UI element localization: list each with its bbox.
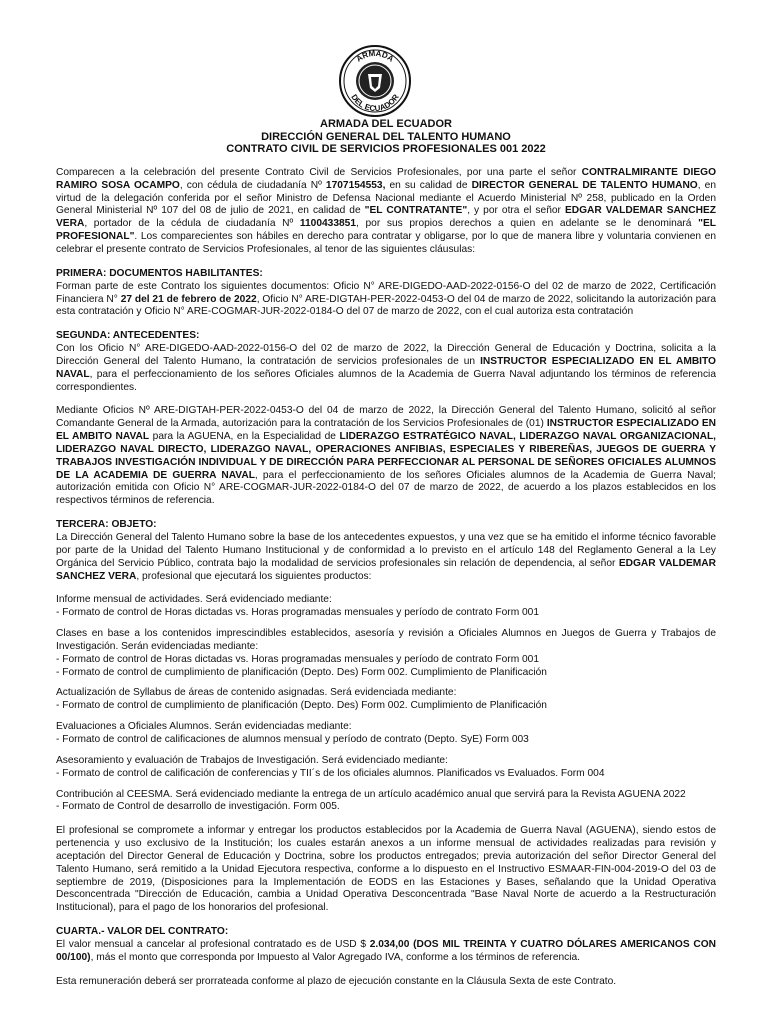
header-line-1: ARMADA DEL ECUADOR (320, 118, 452, 130)
primera-paragraph: Forman parte de este Contrato los siguientes documentos: Oficio N° ARE-DIGEDO-AAD-2022-0156-O del 02 de marzo de 2022, Certificación Financiera N° 27 del 21 de febrero de 2022, Oficio N° ARE-DIGTAH-PER-2022-0453-O del 04 de marzo de 2022, solicitando la autorización para esta contratación y Oficio N° ARE-COGMAR-JUR-2022-0184-O del 07 de marzo de 2022, con el cual autoriza esta contratación (56, 280, 716, 318)
document-header (56, 118, 716, 156)
intro-paragraph: Comparecen a la celebración del presente Contrato Civil de Servicios Profesionales, por una parte el señor CONTRALMIRANTE DIEGO RAMIRO SOSA OCAMPO, con cédula de ciudadanía Nº 1707154553, en su calidad de DIRECTOR GENERAL DE TALENTO HUMANO, en virtud de la delegación conferida por el señor Ministro de Defensa Nacional mediante el Acuerdo Ministerial Nº 258, publicado en la Orden General Ministerial Nº 107 del 08 de julio de 2021, en calidad de "EL CONTRATANTE", y por otra el señor EDGAR VALDEMAR SANCHEZ VERA, portador de la cédula de ciudadanía Nº 1100433851, por sus propios derechos a quien en adelante se le denominará "EL PROFESIONAL". Los comparecientes son hábiles en derecho para contratar y obligarse, por lo que de manera libre y voluntaria convienen en celebrar el presente contrato de Servicios Profesionales, al tenor de las siguientes cláusulas: (56, 166, 717, 255)
tercera-paragraph: La Dirección General del Talento Humano sobre la base de los antecedentes expuestos, y una vez que se ha emitido el informe técnico favorable por parte de la Unidad del Talento Humano Institucional y de conformidad a lo previsto en el artículo 148 del Reglamento General a la Ley Orgánica del Servicio Público, contrata bajo la modalidad de servicios profesionales sin relación de dependencia, al señor EDGAR VALDEMAR SANCHEZ VERA, profesional que ejecutará los siguientes productos: (56, 532, 716, 582)
product-5: Asesoramiento y evaluación de Trabajos de Investigación. Será evidenciado mediante: (56, 754, 448, 766)
product-5-evidence: - Formato de control de calificación de conferencias y TII´s de los oficiales alumnos. Planificados vs Evaluados. Form 004 (56, 767, 605, 779)
product-6-evidence: - Formato de Control de desarrollo de investigación. Form 005. (56, 801, 340, 813)
product-3: Actualización de Syllabus de áreas de contenido asignadas. Será evidenciada mediante: (56, 687, 457, 699)
product-2-evidence-b: - Formato de control de cumplimiento de planificación (Depto. Des) Form 002. Cumplimiento de Planificación (56, 666, 547, 678)
product-2: Clases en base a los contenidos imprescindibles establecidos, asesoría y revisión a Oficiales Alumnos en Juegos de Guerra y Trabajos de Investigación. Serán evidenciadas mediante: (56, 628, 716, 652)
seal-bottom-text: DEL ECUADOR (349, 92, 401, 114)
segunda-paragraph-1: Con los Oficio N° ARE-DIGEDO-AAD-2022-0156-O del 02 de marzo de 2022, la Dirección General de Educación y Doctrina, solicita a la Dirección General del Talento Humano, la contratación de servicios profesionales de un INSTRUCTOR ESPECIALIZADO EN EL AMBITO NAVAL, para el perfeccionamiento de los señores Oficiales alumnos de la Academia de Guerra Naval adjuntando los términos de referencia correspondientes. (56, 343, 716, 393)
cuarta-paragraph: El valor mensual a cancelar al profesional contratado es de USD $ 2.034,00 (DOS MIL TREINTA Y CUATRO DÓLARES AMERICANOS CON 00/100), más el monto que corresponda por Impuesto al Valor Agregado IVA, conforme a los términos de referencia. (56, 938, 716, 963)
header-line-3: CONTRATO CIVIL DE SERVICIOS PROFESIONALES 001 2022 (226, 143, 546, 156)
product-2-evidence-a: - Formato de control de Horas dictadas vs. Horas programadas mensuales y período de contrato Form 001 (56, 653, 540, 665)
segunda-title: SEGUNDA: ANTECEDENTES: (56, 330, 200, 342)
header-line-2: DIRECCIÓN GENERAL DEL TALENTO HUMANO (261, 130, 511, 143)
seal-top-text: ARMADA (354, 48, 396, 64)
cuarta-paragraph-2: Esta remuneración deberá ser prorrateada conforme al plazo de ejecución constante en la Cláusula Sexta de este Contrato. (56, 975, 617, 987)
tercera-final-paragraph: El profesional se compromete a informar y entregar los productos establecidos por la Academia de Guerra Naval (AGUENA), siendo estos de pertenencia y uso exclusivo de la Institución; los cuales estarán anexos a un informe mensual de actividades realizadas para revisión y aceptación del Director General de Educación y Doctrina, sobre los productos entregados; previa autorización del señor Director General del Talento Humano, será remitido a la Unidad Ejecutora respectiva, conforme a lo dispuesto en el Instructivo ESMAAR-FIN-004-2019-O del 03 de septiembre de 2019, (Disposiciones para la Implementación de EODS en las Estaciones y Bases, señalando que la Unidad Operativa Desconcentrada "Dirección de Educación, cambia a Unidad Operativa Desconcentrada "Base Naval Norte de acuerdo a la Restructuración Institucional), para el pago de los honorarios del profesional. (56, 825, 716, 914)
product-6: Contribución al CEESMA. Será evidenciado mediante la entrega de un artículo académico anual que servirá para la Revista AGUENA 2022 (56, 788, 686, 800)
primera-title: PRIMERA: DOCUMENTOS HABILITANTES: (56, 267, 263, 279)
cuarta-title: CUARTA.- VALOR DEL CONTRATO: (56, 926, 229, 938)
product-3-evidence: - Formato de control de cumplimiento de planificación (Depto. Des) Form 002. Cumplimiento de Planificación (56, 700, 547, 712)
product-1-evidence: - Formato de control de Horas dictadas vs. Horas programadas mensuales y período de contrato Form 001 (56, 607, 540, 619)
contract-document (56, 40, 716, 988)
tercera-title: TERCERA: OBJETO: (56, 519, 157, 531)
product-4: Evaluaciones a Oficiales Alumnos. Serán evidenciadas mediante: (56, 721, 352, 733)
segunda-paragraph-2: Mediante Oficios Nº ARE-DIGTAH-PER-2022-0453-O del 04 de marzo de 2022, la Dirección General del Talento Humano, solicitó al señor Comandante General de la Armada, autorización para la contratación de los Servicios Profesionales de (01) INSTRUCTOR ESPECIALIZADO EN EL AMBITO NAVAL para la AGUENA, en la Especialidad de LIDERAZGO ESTRATÉGICO NAVAL, LIDERAZGO NAVAL ORGANIZACIONAL, LIDERAZGO NAVAL DIRECTO, LIDERAZGO NAVAL, OPERACIONES ANFIBIAS, ESPECIALES Y RIBEREÑAS, JUEGOS DE GUERRA Y TRABAJOS INVESTIGACIÓN INDIVIDUAL Y DE DIRECCIÓN PARA PERFECCIONAR AL PERSONAL DE SEÑORES OFICIALES ALUMNOS DE LA ACADEMIA DE GUERRA NAVAL, para el perfeccionamiento de los señores Oficiales alumnos de la Academia de Guerra Naval; autorización emitida con Oficio N° ARE-COGMAR-JUR-2022-0184-O del 07 de marzo de 2022, de acuerdo a los plazos establecidos en los respectivos términos de referencia. (56, 405, 717, 507)
product-1: Informe mensual de actividades. Será evidenciado mediante: (56, 594, 332, 606)
product-4-evidence: - Formato de control de calificaciones de alumnos mensual y período de contrato (Depto. SyE) Form 003 (56, 733, 529, 745)
